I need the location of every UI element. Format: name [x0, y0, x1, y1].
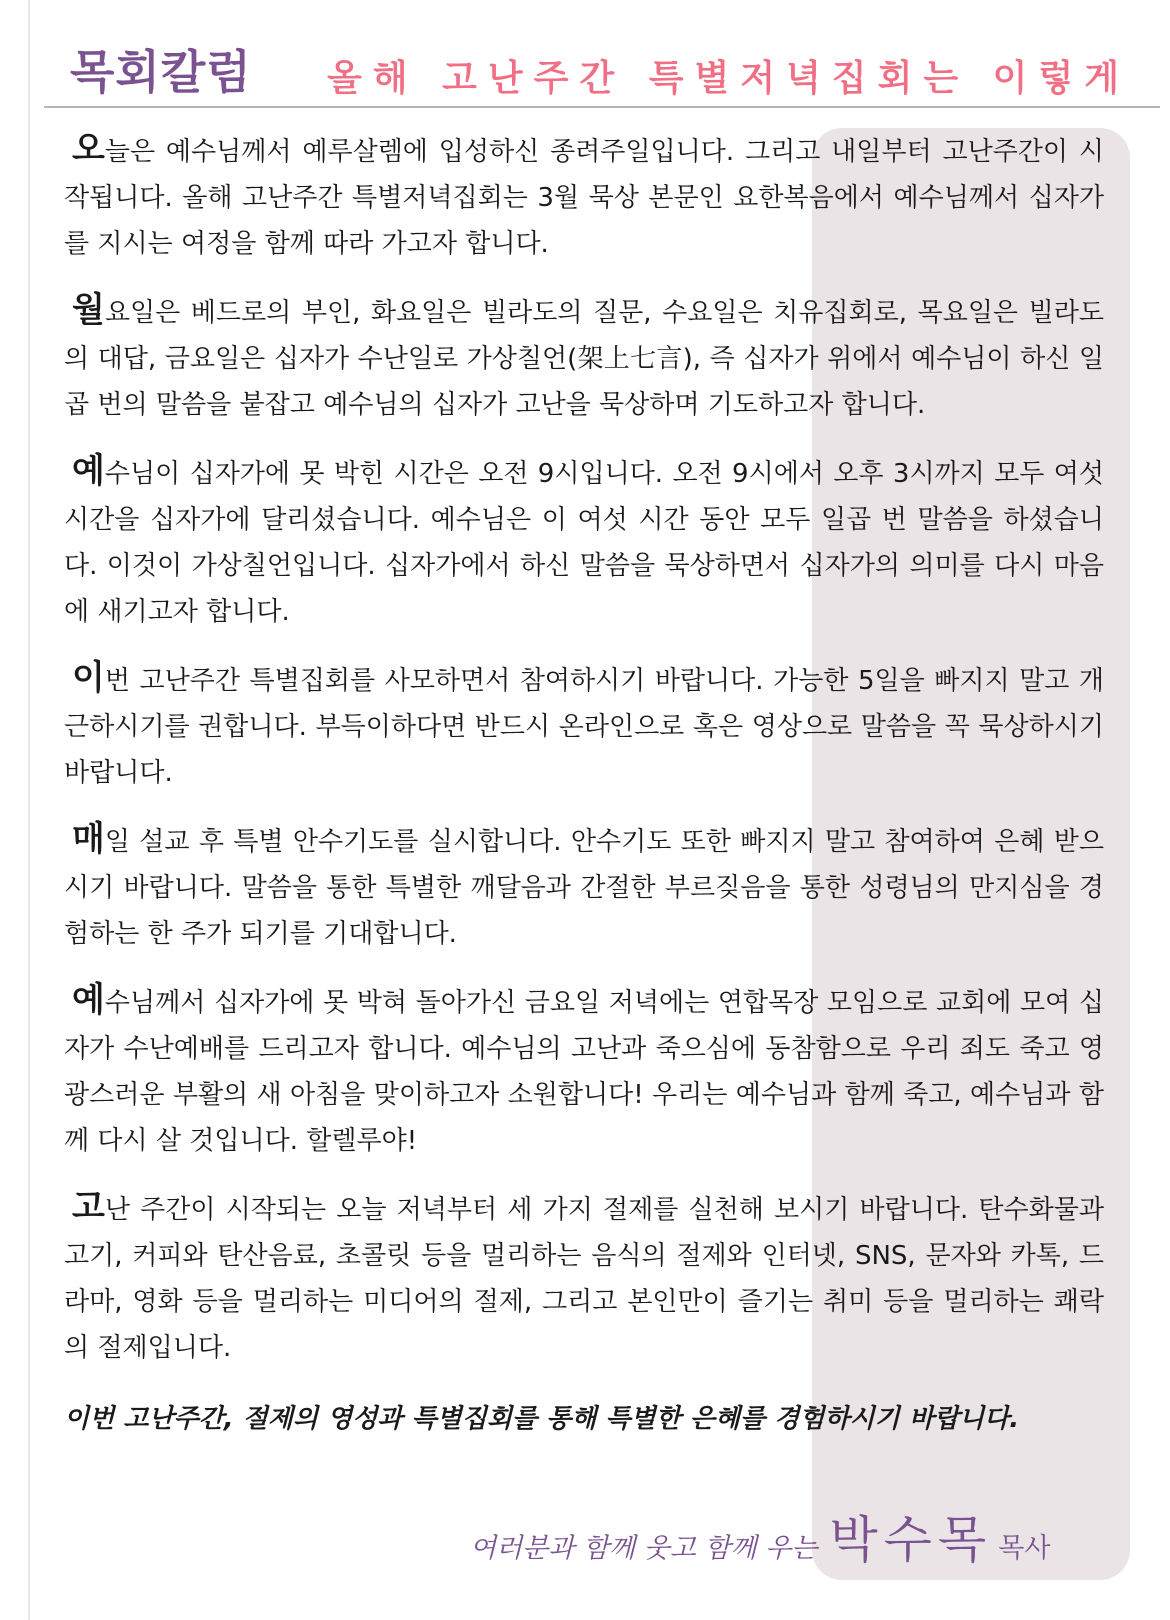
paragraph-2	[64, 287, 1104, 428]
paragraph-text: 일 설교 후 특별 안수기도를 실시합니다. 안수기도 또한 빠지지 말고 참여하여 은혜 받으시기 바랍니다. 말씀을 통한 특별한 깨달음과 간절한 부르짖음을 통한 성령님의 만지심을 경험하는 한 주가 되기를 기대합니다.	[64, 827, 1104, 949]
column-subtitle: 올해 고난주간 특별저녁집회는 이렇게	[326, 58, 1130, 99]
paragraph-text: 수님께서 십자가에 못 박혀 돌아가신 금요일 저녁에는 연합목장 모임으로 교회에 모여 십자가 수난예배를 드리고자 합니다. 예수님의 고난과 죽으심에 동참함으로 우리 죄도 죽고 영광스러운 부활의 새 아침을 맞이하고자 소원합니다! 우리는 예수님과 함께 죽고, 예수님과 함께 다시 살 것입니다. 할렐루야!	[64, 988, 1104, 1156]
column-header	[44, 30, 1160, 110]
drop-cap: 고	[72, 1187, 105, 1227]
paragraph-6	[64, 977, 1104, 1164]
drop-cap: 오	[72, 129, 105, 169]
drop-cap: 월	[72, 290, 105, 330]
paragraph-text: 늘은 예수님께서 예루살렘에 입성하신 종려주일입니다. 그리고 내일부터 고난주간이 시작됩니다. 올해 고난주간 특별저녁집회는 3월 묵상 본문인 요한복음에서 예수님께서 십자가를 지시는 여정을 함께 따라 가고자 합니다.	[64, 137, 1104, 259]
paragraph-5	[64, 816, 1104, 957]
paragraph-text: 난 주간이 시작되는 오늘 저녁부터 세 가지 절제를 실천해 보시기 바랍니다. 탄수화물과 고기, 커피와 탄산음료, 초콜릿 등을 멀리하는 음식의 절제와 인터넷, SNS, 문자와 카톡, 드라마, 영화 등을 멀리하는 미디어의 절제, 그리고 본인만이 즐기는 취미 등을 멀리하는 쾌락의 절제입니다.	[64, 1195, 1104, 1363]
paragraph-text: 수님이 십자가에 못 박힌 시간은 오전 9시입니다. 오전 9시에서 오후 3시까지 모두 여섯 시간을 십자가에 달리셨습니다. 예수님은 이 여섯 시간 동안 모두 일곱 번 말씀을 하셨습니다. 이것이 가상칠언입니다. 십자가에서 하신 말씀을 묵상하면서 십자가의 의미를 다시 마음에 새기고자 합니다.	[64, 459, 1105, 627]
paragraph-4	[64, 655, 1104, 796]
paragraph-text: 요일은 베드로의 부인, 화요일은 빌라도의 질문, 수요일은 치유집회로, 목요일은 빌라도의 대답, 금요일은 십자가 수난일로 가상칠언(架上七言), 즉 십자가 위에서 예수님이 하신 일곱 번의 말씀을 붙잡고 예수님의 십자가 고난을 묵상하며 기도하고자 합니다.	[64, 298, 1104, 420]
paragraph-1	[64, 126, 1104, 267]
drop-cap: 예	[72, 980, 105, 1020]
header-divider	[44, 106, 1160, 108]
signature-phrase: 여러분과 함께 웃고 함께 우는	[470, 1533, 818, 1564]
closing-statement: 이번 고난주간, 절제의 영성과 특별집회를 통해 특별한 은혜를 경험하시기 바랍니다.	[64, 1404, 1020, 1434]
article-body	[64, 126, 1104, 1439]
drop-cap: 이	[72, 658, 105, 698]
pastor-title: 목사	[998, 1533, 1051, 1564]
column-title: 목회칼럼	[70, 45, 252, 99]
pastor-name: 박수목	[829, 1511, 993, 1569]
paragraph-3	[64, 448, 1104, 635]
page-border	[28, 0, 30, 1620]
signature	[470, 1500, 1070, 1572]
drop-cap: 매	[72, 819, 105, 859]
paragraph-text: 번 고난주간 특별집회를 사모하면서 참여하시기 바랍니다. 가능한 5일을 빠지지 말고 개근하시기를 권합니다. 부득이하다면 반드시 온라인으로 혹은 영상으로 말씀을 꼭 묵상하시기 바랍니다.	[64, 666, 1104, 788]
paragraph-7	[64, 1184, 1104, 1371]
drop-cap: 예	[72, 451, 105, 491]
